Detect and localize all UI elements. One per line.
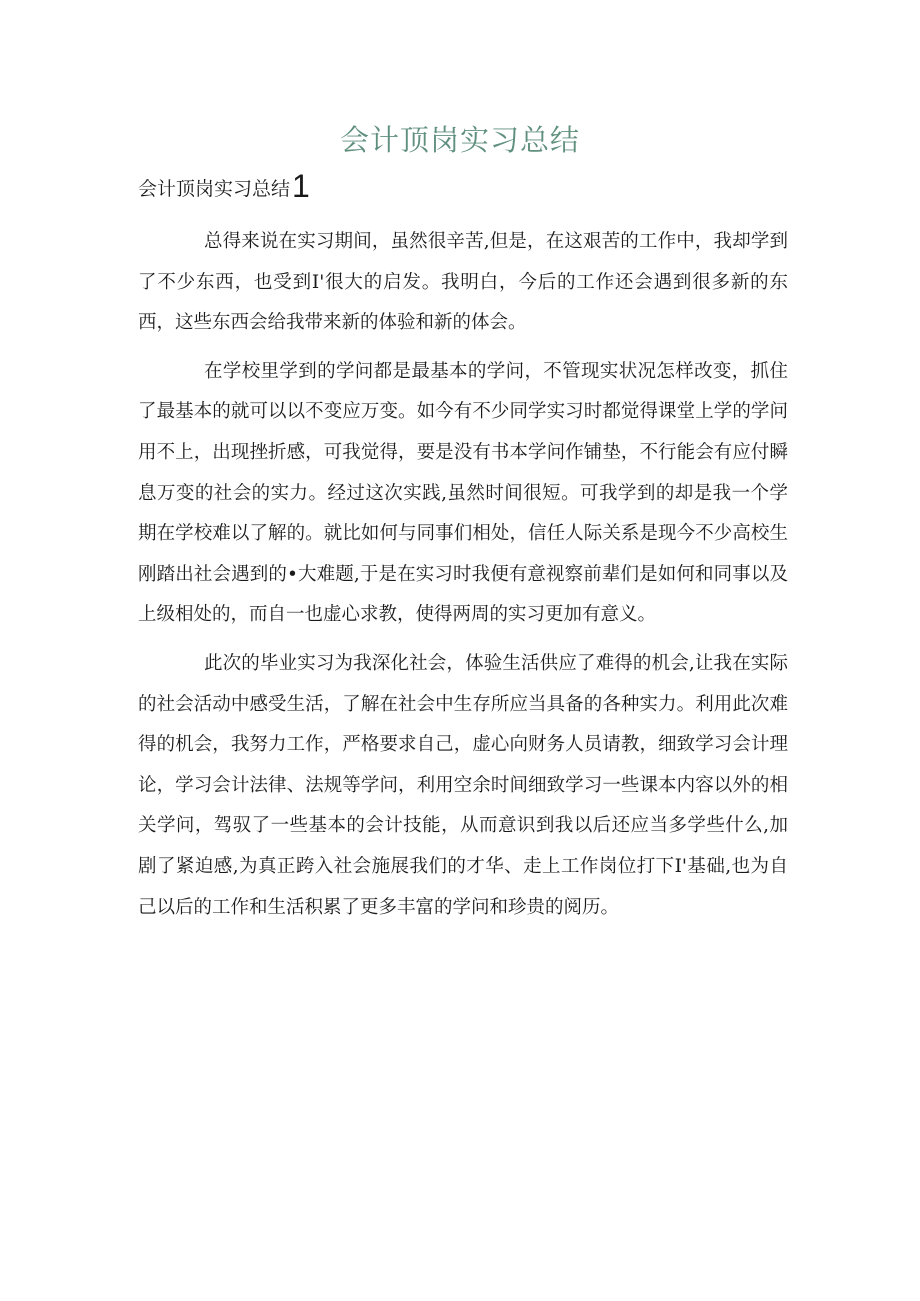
paragraph-1: 总得来说在实习期间，虽然很辛苦,但是，在这艰苦的工作中，我却学到了不少东西，也受到I'很大的启发。我明白，今后的工作还会遇到很多新的东西，这些东西会给我带来新的体验和新的体会。 [138,231,788,334]
document-title: 会计顶岗实习总结 [339,123,580,157]
document-body [138,222,788,936]
section-heading [138,168,310,205]
paragraph-3: 此次的毕业实习为我深化社会，体验生活供应了难得的机会,让我在实际的社会活动中感受生活，了解在社会中生存所应当具备的各种实力。利用此次难得的机会，我努力工作，严格要求自己，虚心向财务人员请教，细致学习会计理论，学习会计法律、法规等学问，利用空余时间细致学习一些课本内容以外的相关学问，驾驭了一些基本的会计技能，从而意识到我以后还应当多学些什么,加剧了紧迫感,为真正跨入社会施展我们的才华、走上工作岗位打下I'基础,也为自己以后的工作和生活积累了更多丰富的学问和珍贵的阅历。 [138,652,788,918]
section-heading-number: 1 [292,168,310,204]
section-heading-label: 会计顶岗实习总结 [138,178,291,200]
paragraph-2: 在学校里学到的学问都是最基本的学问，不管现实状况怎样改变，抓住了最基本的就可以以不变应万变。如今有不少同学实习时都觉得课堂上学的学问用不上，出现挫折感，可我觉得，要是没有书本学问作铺垫，不行能会有应付瞬息万变的社会的实力。经过这次实践,虽然时间很短。可我学到的却是我一个学期在学校难以了解的。就比如何与同事们相处，信任人际关系是现今不少高校生刚踏出社会遇到的•大难题,于是在实习时我便有意视察前辈们是如何和同事以及上级相处的，而自一也虚心求教，使得两周的实习更加有意义。 [138,360,788,626]
